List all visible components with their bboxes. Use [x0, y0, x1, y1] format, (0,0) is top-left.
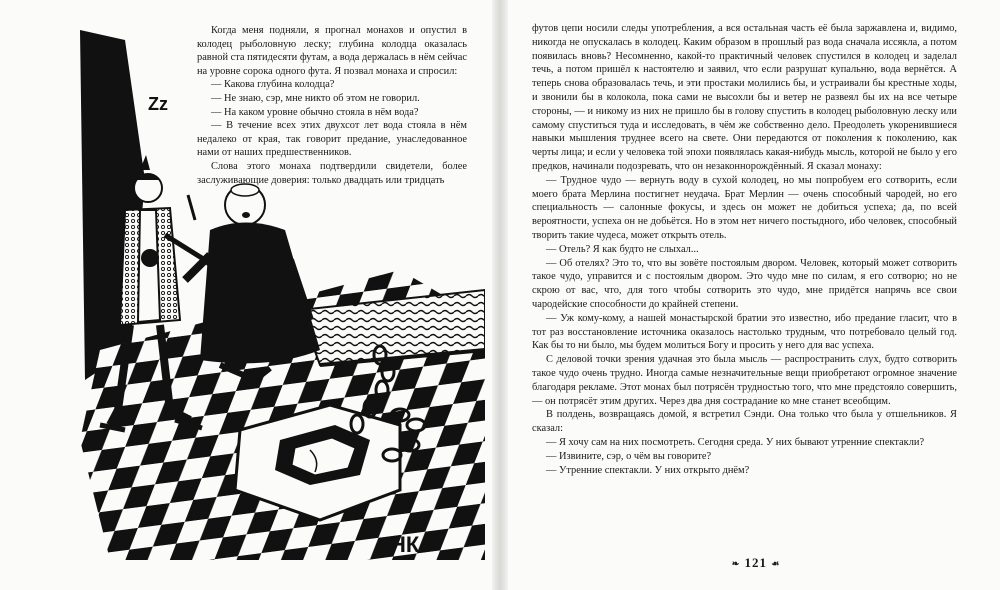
- right-page-text: [532, 22, 957, 477]
- paragraph: — Какова глубина колодца?: [211, 79, 335, 91]
- left-page-text: [197, 24, 467, 187]
- artist-signature: НК: [390, 532, 420, 557]
- paragraph: Когда меня подняли, я прогнал монахов и опустил в колодец рыболовную леску; глубина колодца оказалась равной ста пятидесяти футам, а вода держалась в нём сейчас на уровне сорока одного фута. Я позвал монаха и спросил:: [197, 25, 467, 77]
- page-number-value: 121: [744, 555, 767, 570]
- paragraph: Слова этого монаха подтвердили свидетели, более заслуживающие доверия: только двадцать или тридцать: [197, 160, 467, 186]
- book-gutter: [492, 0, 508, 590]
- paragraph: — Я хочу сам на них посмотреть. Сегодня среда. У них бывают утренние спектакли?: [546, 436, 925, 448]
- paragraph: — Трудное чудо — вернуть воду в сухой колодец, но мы попробуем его сотворить, если моего брата Мерлина постигнет неудача. Брат Мерлин — очень способный чародей, но его специальность — салонные фокусы, и здесь он может не добиться успеха; да, по всей вероятности, успеха он не добьётся. Но в этом нет ничего постыдного, ибо человек, способный творить такие чудеса, может открыть отель.: [532, 174, 957, 241]
- paragraph: — Об отелях? Это то, что вы зовёте постоялым двором. Человек, который может сотворить такое чудо, управится и с постоялым двором. Это чудо мне по силам, я его сотворю; но не скрою от вас, что, для того чтобы сотворить это чудо, мне придётся напрячь все свои чародейские способности до крайней степени.: [532, 257, 957, 310]
- page-number: [706, 555, 806, 571]
- paragraph: — Уж кому-кому, а нашей монастырской братии это известно, ибо предание гласит, что в тот раз восстановление источника оказалось настолько трудным, что потребовало целый год. Как бы то ни было, мы будем молиться Богу и просить у него для вас успеха.: [532, 312, 957, 352]
- paragraph: футов цепи носили следы употребления, а вся остальная часть её была заржавлена и, видимо, никогда не опускалась в колодец. Каким образом в прошлый раз вода сначала иссякла, а потом появилась вновь? Несомненно, какой-то практичный человек спустился в колодец и заделал течь, а потом пришёл к настоятелю и заявил, что если разрушат купальню, вода вернётся. А теперь снова образовалась течь, и эти простаки молились бы, и устраивали бы крестные ходы, и звонили бы в колокола, пока сами не высохли бы и ветер не развеял бы их на все четыре стороны, — и никому из них не пришло бы в голову спустить в колодец рыболовную леску или самому спуститься туда и исследовать, в чём же собственно дело. Преодолеть укоренившиеся навыки мышления труднее всего на свете. Они передаются от поколения к поколению, как черты лица; и если у человека той эпохи появлялась какая-нибудь мысль, которой не было у его предков, начинали подозревать, что он незаконнорождённый. Я сказал монаху:: [532, 23, 957, 172]
- monk-figure: [185, 184, 320, 380]
- paragraph: — Не знаю, сэр, мне никто об этом не говорил.: [211, 92, 420, 104]
- doorway-shadow: [80, 30, 145, 380]
- snore-text: Zz: [148, 94, 168, 114]
- paragraph: — Отель? Я как будто не слыхал...: [546, 243, 699, 255]
- paragraph: — Извините, сэр, о чём вы говорите?: [546, 450, 712, 462]
- paragraph: С деловой точки зрения удачная это была мысль — распространить слух, будто сотворить такое чудо очень трудно. Иногда самые незначительные вещи приобретают огромное значение благодаря рекламе. Этот монах был потрясён трудностью того, что мне предстояло совершить, — он потрясёт этим других. Через два дня сострадание ко мне станет всеобщим.: [532, 354, 957, 407]
- paragraph: — В течение всех этих двухсот лет вода стояла в нём недалеко от края, так говорит предание, унаследованное нами от наших предшественников.: [197, 120, 467, 159]
- folio-ornament-right: ☙: [771, 558, 781, 569]
- paragraph: — Утренние спектакли. У них открыто днём?: [546, 464, 750, 476]
- paragraph: В полдень, возвращаясь домой, я встретил Сэнди. Она только что была у отшельников. Я сказал:: [532, 409, 957, 435]
- folio-ornament-left: ❧: [731, 558, 741, 569]
- paragraph: — На каком уровне обычно стояла в нём вода?: [211, 106, 419, 118]
